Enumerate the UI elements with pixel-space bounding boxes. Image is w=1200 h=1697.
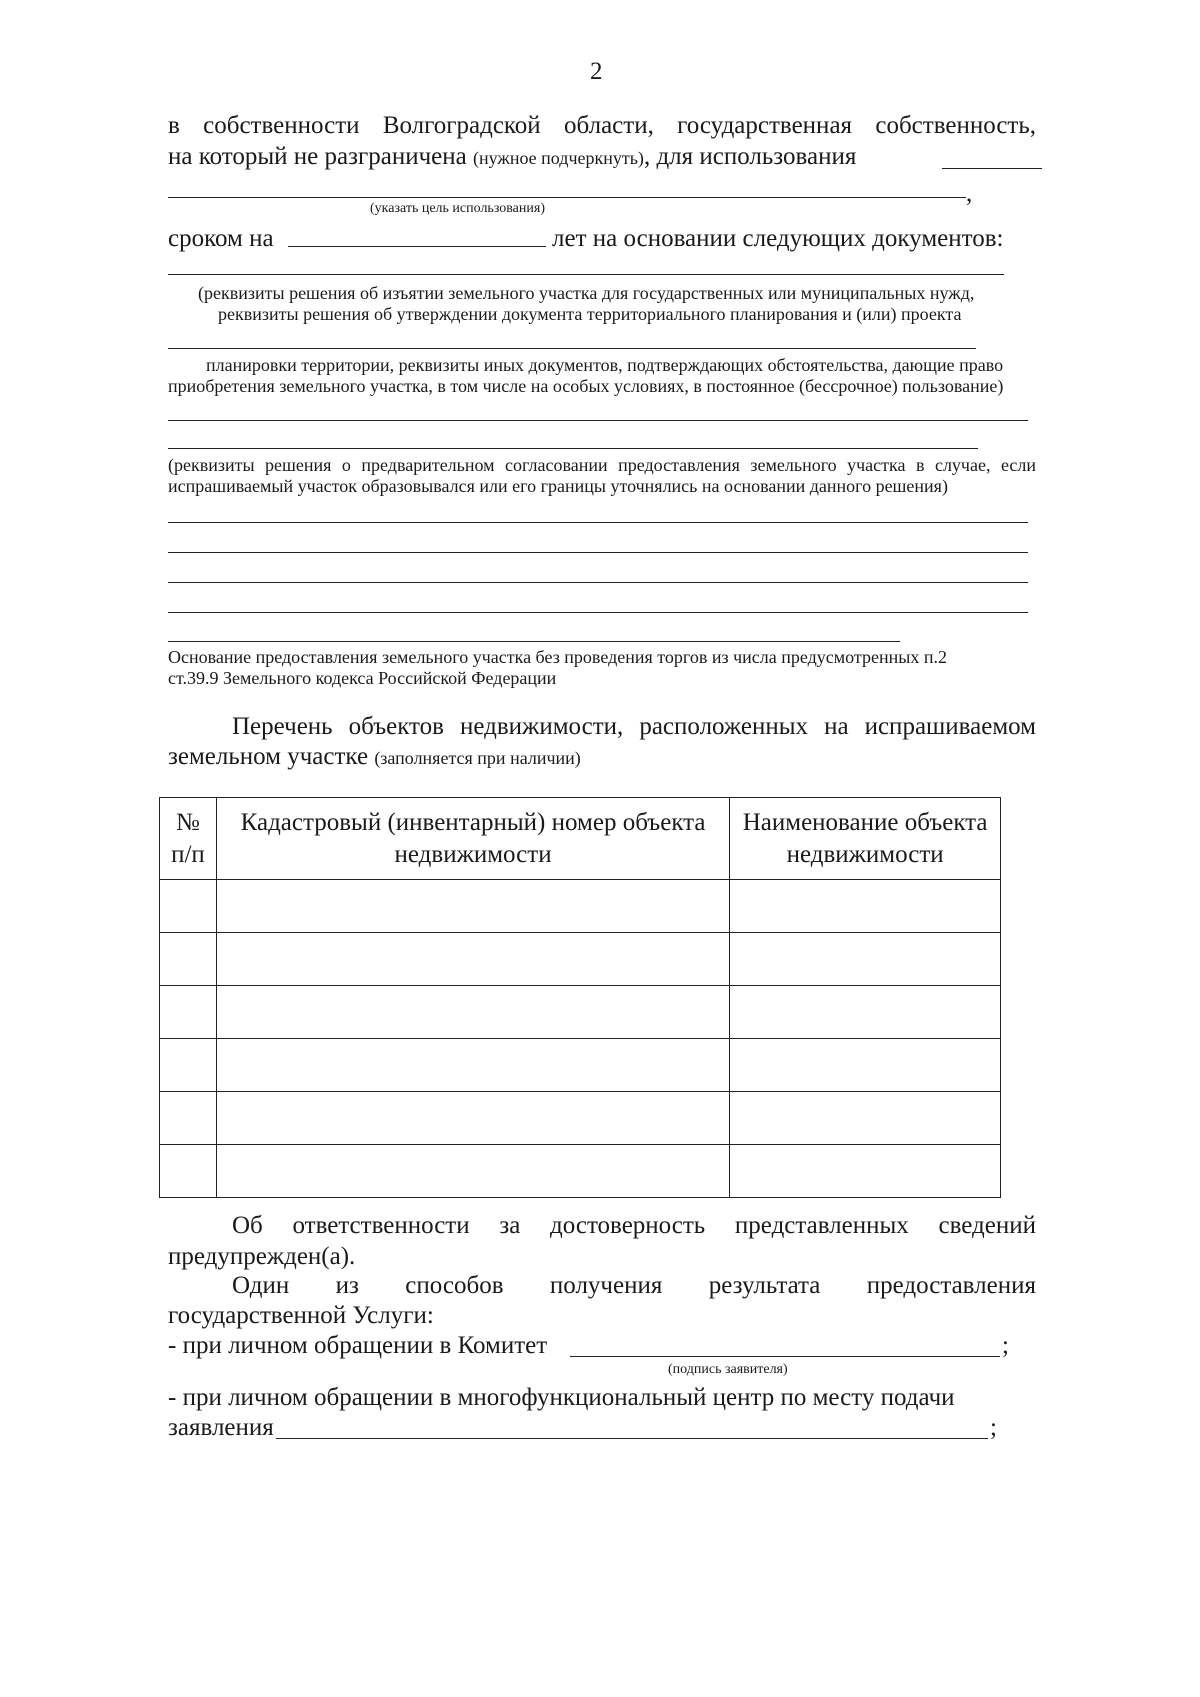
cell-number[interactable] bbox=[160, 986, 217, 1039]
signature-caption: (подпись заявителя) bbox=[668, 1362, 788, 1377]
cell-number[interactable] bbox=[160, 880, 217, 933]
basis-field[interactable] bbox=[168, 641, 900, 642]
list-heading-line2 bbox=[168, 743, 581, 771]
cell-cadastral[interactable] bbox=[216, 1145, 729, 1198]
mfc-option-line2: заявления bbox=[168, 1414, 274, 1441]
documents-caption-2a: планировки территории, реквизиты иных документов, подтверждающих обстоятельства, дающие право bbox=[206, 355, 1004, 375]
cell-number[interactable] bbox=[160, 1092, 217, 1145]
documents-caption-3a: (реквизиты решения о предварительном согласовании предоставления земельного участка в случае, если bbox=[168, 455, 1036, 475]
mfc-signature-field[interactable] bbox=[276, 1438, 988, 1439]
purpose-comma: , bbox=[966, 180, 973, 207]
list-heading-line1: Перечень объектов недвижимости, расположенных на испрашиваемом bbox=[232, 713, 1036, 740]
basis-caption-b: ст.39.9 Земельного кодекса Российской Федерации bbox=[168, 668, 557, 688]
underline-note: (нужное подчеркнуть) bbox=[473, 148, 644, 168]
header-cadastral-line1: Кадастровый (инвентарный) номер объекта bbox=[240, 808, 706, 836]
header-object-name-line1: Наименование объекта bbox=[742, 808, 988, 836]
header-number-line2: п/п bbox=[171, 840, 205, 868]
cell-cadastral[interactable] bbox=[216, 933, 729, 986]
ownership-text: на который не разграничена bbox=[168, 143, 467, 170]
table-row bbox=[160, 933, 1001, 986]
cell-object-name[interactable] bbox=[730, 1092, 1001, 1145]
responsibility-line2: предупрежден(а). bbox=[168, 1243, 356, 1270]
cell-cadastral[interactable] bbox=[216, 1092, 729, 1145]
term-suffix: лет на основании следующих документов: bbox=[552, 225, 1004, 252]
committee-option-label: - при личном обращении в Комитет bbox=[168, 1332, 548, 1359]
ownership-line-2 bbox=[168, 143, 1043, 171]
ownership-line: в собственности Волгоградской области, государственная собственность, bbox=[168, 112, 1036, 139]
documents-field-3[interactable] bbox=[168, 420, 1028, 421]
cell-number[interactable] bbox=[160, 933, 217, 986]
documents-field-1[interactable] bbox=[168, 274, 1004, 275]
purpose-field-1[interactable] bbox=[942, 168, 1042, 169]
header-cadastral bbox=[216, 798, 729, 880]
cell-object-name[interactable] bbox=[730, 1039, 1001, 1092]
method-line1: Один из способов получения результата предоставления bbox=[232, 1272, 1036, 1299]
cell-object-name[interactable] bbox=[730, 1145, 1001, 1198]
blank-line-1[interactable] bbox=[168, 522, 1028, 523]
documents-caption-2b: приобретения земельного участка, в том числе на особых условиях, в постоянное (бессрочное) пользование) bbox=[168, 376, 1004, 396]
mfc-semicolon: ; bbox=[990, 1414, 997, 1441]
cell-number[interactable] bbox=[160, 1039, 217, 1092]
header-number-line1: № bbox=[176, 808, 200, 836]
committee-semicolon: ; bbox=[1002, 1332, 1009, 1359]
header-cadastral-line2: недвижимости bbox=[394, 840, 552, 868]
table-row bbox=[160, 880, 1001, 933]
list-heading-text: земельном участке bbox=[168, 743, 369, 770]
cell-cadastral[interactable] bbox=[216, 1039, 729, 1092]
blank-line-4[interactable] bbox=[168, 612, 1028, 613]
documents-caption-3b: испрашиваемый участок образовывался или его границы уточнялись на основании данного решения) bbox=[168, 476, 948, 496]
header-object-name-line2: недвижимости bbox=[786, 840, 944, 868]
basis-caption-a: Основание предоставления земельного участка без проведения торгов из числа предусмотренных п.2 bbox=[168, 647, 947, 667]
table-row bbox=[160, 1092, 1001, 1145]
table-row bbox=[160, 986, 1001, 1039]
documents-field-4[interactable] bbox=[168, 448, 978, 449]
cell-object-name[interactable] bbox=[730, 986, 1001, 1039]
method-line2: государственной Услуги: bbox=[168, 1302, 434, 1329]
documents-caption-1a: (реквизиты решения об изъятии земельного участка для государственных или муниципальных нужд, bbox=[198, 283, 975, 303]
page-number: 2 bbox=[590, 58, 603, 85]
documents-field-2[interactable] bbox=[168, 348, 976, 349]
header-object-name bbox=[730, 798, 1001, 880]
term-prefix: сроком на bbox=[168, 225, 274, 252]
table-header-row bbox=[160, 798, 1001, 880]
header-number bbox=[160, 798, 217, 880]
cell-object-name[interactable] bbox=[730, 933, 1001, 986]
table-row bbox=[160, 1145, 1001, 1198]
term-years-field[interactable] bbox=[288, 246, 546, 247]
documents-caption-1b: реквизиты решения об утверждении документа территориального планирования и (или) проекта bbox=[218, 304, 962, 324]
purpose-field-2[interactable] bbox=[168, 197, 966, 198]
real-estate-table bbox=[159, 797, 1001, 1198]
committee-signature-field[interactable] bbox=[570, 1356, 1000, 1357]
cell-object-name[interactable] bbox=[730, 880, 1001, 933]
mfc-option-line1: - при личном обращении в многофункциональный центр по месту подачи bbox=[168, 1384, 955, 1411]
purpose-caption: (указать цель использования) bbox=[370, 201, 545, 216]
cell-cadastral[interactable] bbox=[216, 880, 729, 933]
responsibility-line1: Об ответственности за достоверность представленных сведений bbox=[232, 1212, 1036, 1239]
blank-line-2[interactable] bbox=[168, 552, 1028, 553]
cell-cadastral[interactable] bbox=[216, 986, 729, 1039]
blank-line-3[interactable] bbox=[168, 582, 1028, 583]
table-row bbox=[160, 1039, 1001, 1092]
list-heading-note: (заполняется при наличии) bbox=[374, 748, 581, 768]
cell-number[interactable] bbox=[160, 1145, 217, 1198]
purpose-label: , для использования bbox=[643, 143, 857, 170]
